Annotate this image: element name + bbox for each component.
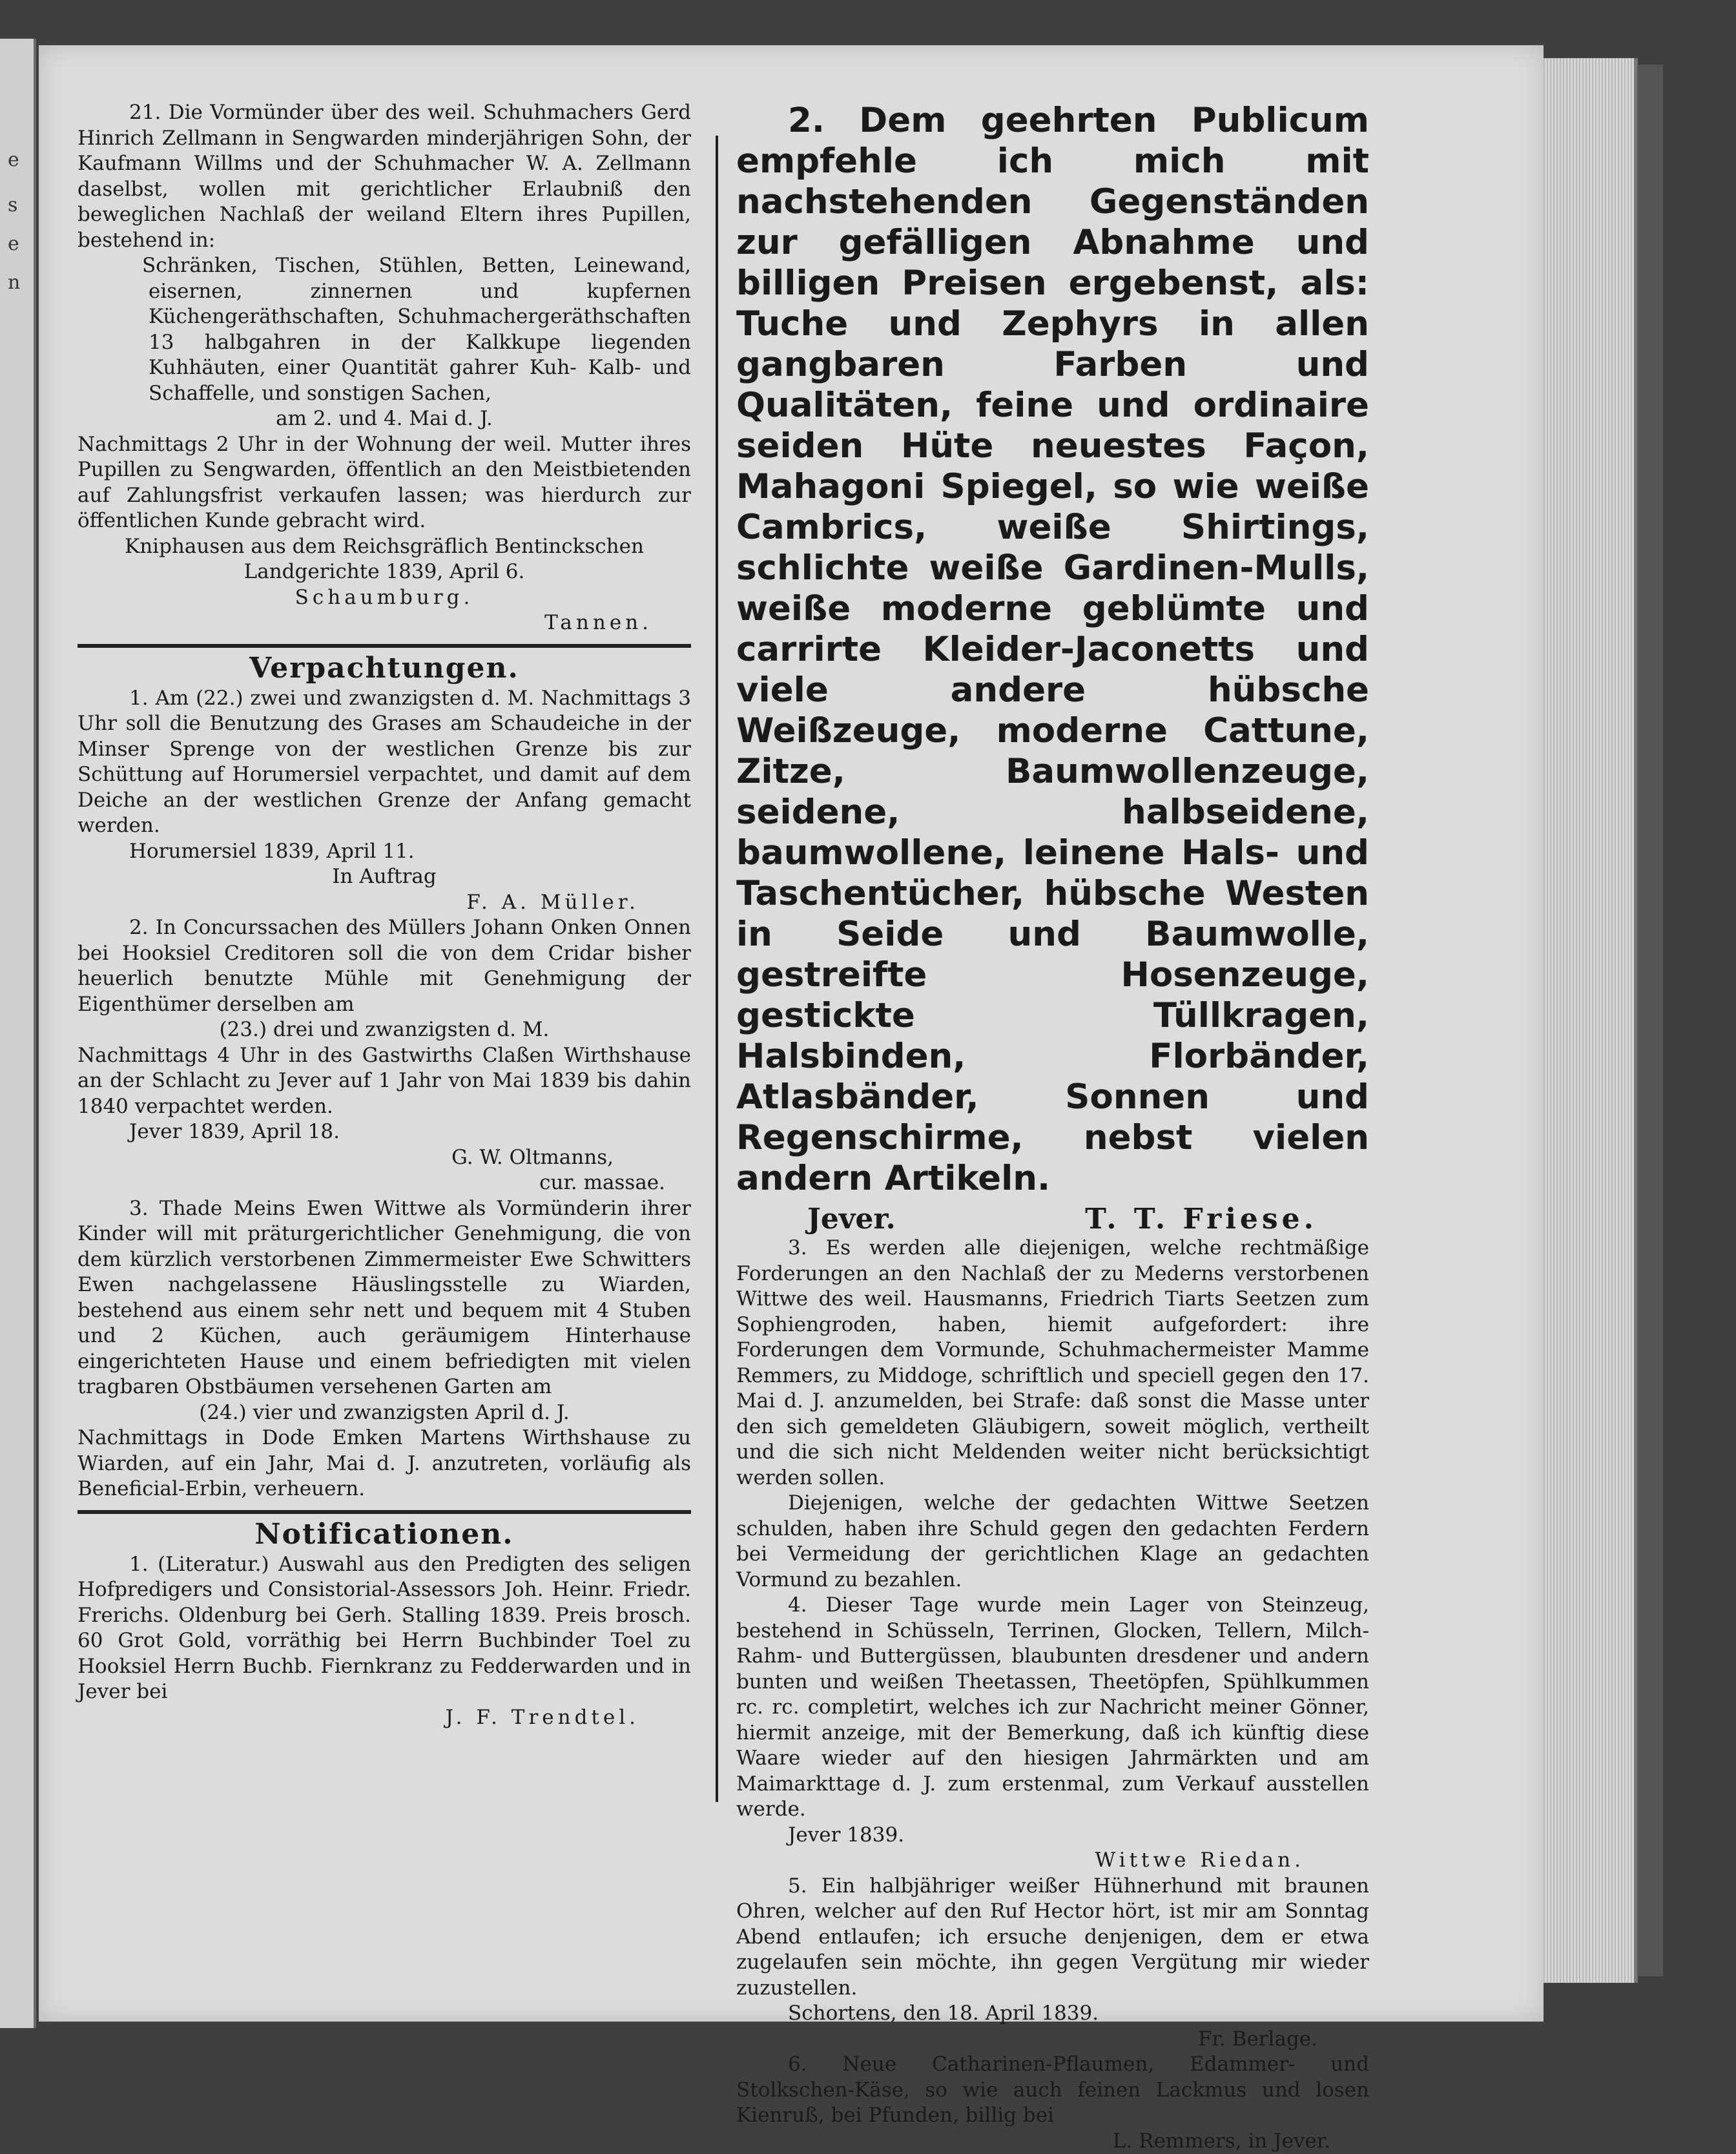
notice-6 [736,2052,1369,2154]
notification-1 [78,1552,691,1731]
notice-text: 4. Dieser Tage wurde mein Lager von Steinzeug, bestehend in Schüsseln, Terrinen, Glocken, Tellern, Milch- Rahm- und Buttergüssen, blaubunten dresdener und andern bunten und weißen Theetassen, Theetöpfen, Spühlkummen rc. rc. completirt, welches ich zur Nachricht meiner Gönner, hiermit anzeige, mit der Bemerkung, daß ich künftig diese Waare wieder auf den hiesigen Jahrmärkten und am Maimarkttage d. J. zum erstenmal, zum Verkauf ausstellen werde. [736,1593,1369,1823]
notice-5 [736,1874,1369,2053]
notice-text: 2. In Concurssachen des Müllers Johann Onken Onnen bei Hooksiel Creditoren soll die von dem Cridar bisher heuerlich benutzte Mühle mit Genehmigung der Eigenthümer derselben am [78,915,691,1017]
signature: L. Remmers, in Jever. [736,2129,1369,2154]
notice-text: 1. (Literatur.) Auswahl aus den Predigten des seligen Hofpredigers und Consistorial-Assessors Joh. Heinr. Friedr. Frerichs. Oldenburg bei Gerh. Stalling 1839. Preis brosch. 60 Grot Gold, vorräthig bei Herrn Buchbinder Toel zu Hooksiel Herrn Buchb. Fiernkranz zu Fedderwarden und in Jever bei [78,1552,691,1705]
margin-letter: e [8,149,19,171]
auction-date: am 2. und 4. Mai d. J. [78,406,691,432]
lease-notice-1 [78,686,691,916]
signature: Tannen. [78,610,691,636]
signature: F. A. Müller. [78,890,691,916]
signature: Fr. Berlage. [736,2027,1369,2053]
notice-3 [736,1236,1369,1593]
section-rule [78,644,691,648]
signature: G. W. Oltmanns, [78,1145,691,1171]
place: Jever. [807,1203,896,1236]
lease-notice-3 [78,1196,691,1502]
right-column [736,100,1369,2154]
item-list: Schränken, Tischen, Stühlen, Betten, Leinewand, eisernen, zinnernen und kupfernen Küchengeräthschaften, Schuhmachergeräthschaften 13 halbgahren in der Kalkkupe liegenden Kuhhäuten, einer Quantität gahrer Kuh- Kalb- und Schaffelle, und sonstigen Sachen, [78,253,691,406]
notice-text: Diejenigen, welche der gedachten Wittwe Seetzen schulden, haben ihre Schuld gegen den gedachten Ferdern bei Vermeidung der gerichtlichen Klage an gedachten Vormund zu bezahlen. [736,1491,1369,1593]
signature: J. F. Trendtel. [78,1705,691,1731]
notice-text: 1. Am (22.) zwei und zwanzigsten d. M. Nachmittags 3 Uhr soll die Benutzung des Grases am Schaudeiche in der Minser Sprenge von der westlichen Grenze bis zur Schüttung auf Horumersiel verpachtet, und damit auf dem Deiche an der westlichen Grenze der Anfang gemacht werden. [78,686,691,839]
place-date: Schortens, den 18. April 1839. [736,2001,1369,2027]
advert-footer [736,1203,1369,1236]
signature: T. T. Friese. [1085,1203,1318,1236]
lease-notice-2 [78,915,691,1196]
notice-text: 6. Neue Catharinen-Pflaumen, Edammer- und Stolkschen-Käse, so wie auch feinen Lackmus und losen Kienruß, bei Pfunden, billig bei [736,2052,1369,2129]
notice-text: Nachmittags in Dode Emken Martens Wirthshause zu Wiarden, auf ein Jahr, Mai d. J. anzutreten, vorläufig als Beneficial-Erbin, verheuern. [78,1425,691,1502]
margin-letter: e [8,233,19,255]
section-rule [78,1510,691,1514]
book-fore-edge [1537,58,1638,1983]
signature-title: cur. massae. [78,1170,691,1196]
notice-text: 21. Die Vormünder über des weil. Schuhmachers Gerd Hinrich Zellmann in Sengwarden minderjährigen Sohn, der Kaufmann Willms und der Schuhmacher W. A. Zellmann daselbst, wollen mit gerichtlicher Erlaubniß den beweglichen Nachlaß der weiland Eltern ihres Pupillen, bestehend in: [78,100,691,253]
place-date: Jever 1839, April 18. [78,1119,691,1145]
place-date: Jever 1839. [736,1823,1369,1849]
place-date: Horumersiel 1839, April 11. [78,839,691,865]
notice-text: Nachmittags 4 Uhr in des Gastwirths Claßen Wirthshause an der Schlacht zu Jever auf 1 Jahr von Mai 1839 bis dahin 1840 verpachtet werden. [78,1043,691,1120]
signature: Wittwe Riedan. [736,1848,1369,1874]
margin-letter: n [8,271,20,294]
commission-label: In Auftrag [78,864,691,890]
signature: Schaumburg. [78,585,691,611]
notice-text: 3. Thade Meins Ewen Wittwe als Vormünderin ihrer Kinder will mit präturgerichtlicher Genehmigung, die von dem kürzlich verstorbenen Zimmermeister Ewe Schwitters Ewen nachgelassene Häuslingsstelle zu Wiarden, bestehend aus einem sehr nett und bequem mit 4 Stuben und 2 Küchen, auch geräumigem Hinterhause eingerichteten Hause und einem befriedigten mit vielen tragbaren Obstbäumen versehenen Garten am [78,1196,691,1400]
left-column [78,100,691,1730]
lease-date: (24.) vier und zwanzigsten April d. J. [78,1400,691,1426]
notice-21 [78,100,691,636]
notice-4 [736,1593,1369,1874]
advert-text: 2. Dem geehrten Publicum empfehle ich mich mit nachstehenden Gegenständen zur gefälligen Abnahme und billigen Preisen ergebenst, als: Tuche und Zephyrs in allen gangbaren Farben und Qualitäten, feine und ordinaire seiden Hüte neuestes Façon, Mahagoni Spiegel, so wie weiße Cambrics, weiße Shirtings, schlichte weiße Gardinen-Mulls, weiße moderne geblümte und carrirte Kleider-Jaconetts und viele andere hübsche Weißzeuge, moderne Cattune, Zitze, Baumwollenzeuge, seidene, halbseidene, baumwollene, leinene Hals- und Taschentücher, hübsche Westen in Seide und Baumwolle, gestreifte Hosenzeuge, gestickte Tüllkragen, Halsbinden, Florbänder, Atlasbänder, Sonnen und Regenschirme, nebst vielen andern Artikeln. [736,100,1369,1199]
adjacent-page-edge [0,39,36,2028]
section-heading-notificationen: Notificationen. [78,1518,691,1551]
section-heading-verpachtungen: Verpachtungen. [78,652,691,685]
notice-text: 3. Es werden alle diejenigen, welche rechtmäßige Forderungen an den Nachlaß der zu Mederns verstorbenen Wittwe des weil. Hausmanns, Friedrich Tiarts Seetzen zum Sophiengroden, haben, hiemit aufgefordert: ihre Forderungen dem Vormunde, Schuhmachermeister Mamme Remmers, zu Middoge, schriftlich und speciell gegen den 17. Mai d. J. anzumelden, bei Strafe: daß sonst die Masse unter den sich gemeldeten Gläubigern, soweit möglich, vertheilt und die sich nicht Meldenden weiter nicht berücksichtigt werden sollen. [736,1236,1369,1491]
margin-letter: s [8,194,17,216]
place-date: Kniphausen aus dem Reichsgräflich Bentinckschen Landgerichte 1839, April 6. [78,534,691,585]
notice-text: Nachmittags 2 Uhr in der Wohnung der weil. Mutter ihres Pupillen zu Sengwarden, öffentlich an den Meistbietenden auf Zahlungsfrist verkaufen lassen; was hierdurch zur öffentlichen Kunde gebracht wird. [78,432,691,534]
book-spine-shadow [1637,65,1663,1976]
advert-2 [736,100,1369,1236]
column-divider [716,136,718,1802]
notice-text: 5. Ein halbjähriger weißer Hühnerhund mit braunen Ohren, welcher auf den Ruf Hector hört, ist mir am Sonntag Abend entlaufen; ich ersuche denjenigen, dem er etwa zugelaufen sein möchte, ihn gegen Vergütung mir wieder zuzustellen. [736,1874,1369,2002]
lease-date: (23.) drei und zwanzigsten d. M. [78,1017,691,1043]
